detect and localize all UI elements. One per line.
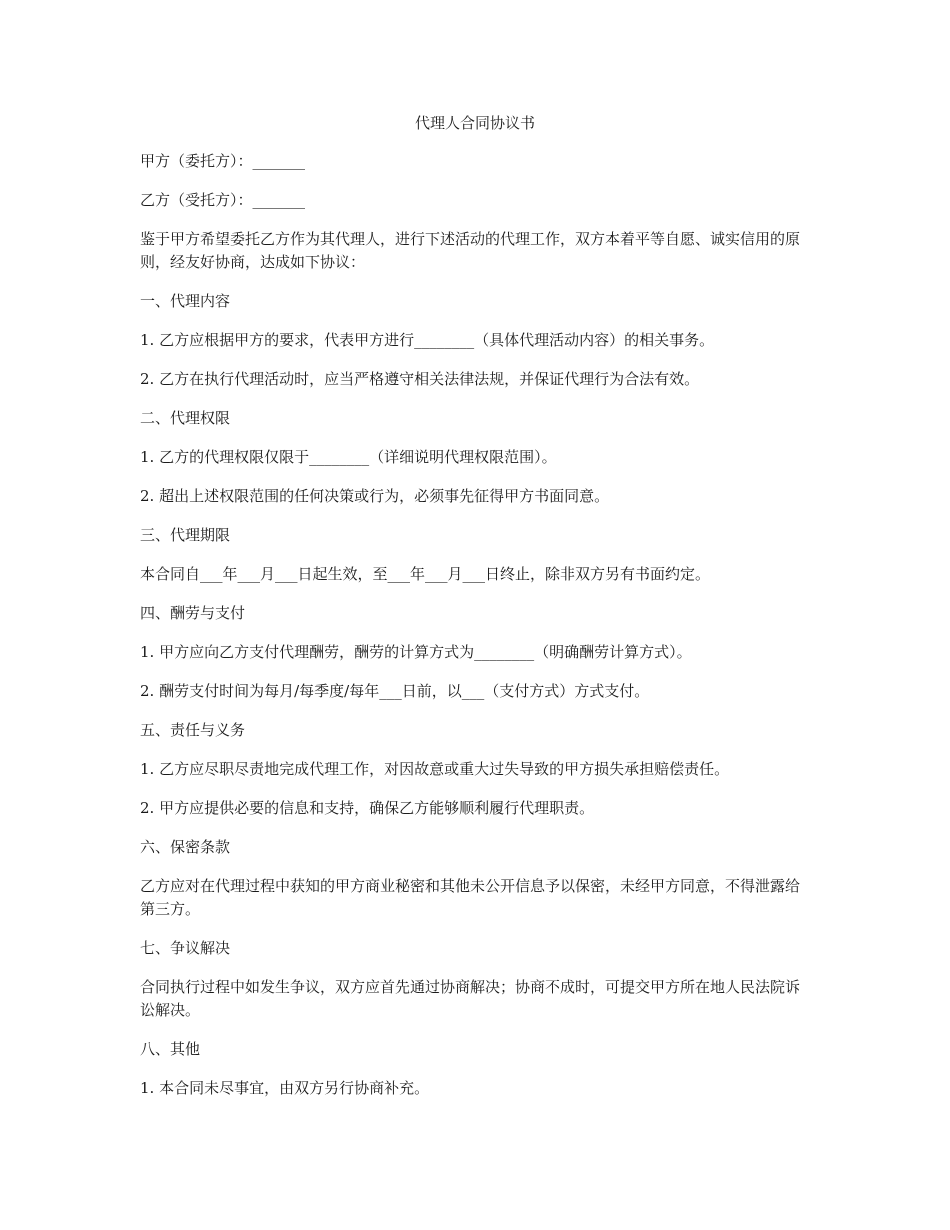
clause-5-1: 1. 乙方应尽职尽责地完成代理工作，对因故意或重大过失导致的甲方损失承担赔偿责任。 bbox=[140, 760, 730, 778]
party-a-line: 甲方（委托方）：_______ bbox=[140, 152, 306, 170]
clause-3: 本合同自___年___月___日起生效，至___年___月___日终止，除非双方另有书面约定。 bbox=[140, 565, 711, 583]
clause-4-2: 2. 酬劳支付时间为每月/每季度/每年___日前，以___（支付方式）方式支付。 bbox=[140, 682, 650, 700]
clause-4-1: 1. 甲方应向乙方支付代理酬劳，酬劳的计算方式为________（明确酬劳计算方式）。 bbox=[140, 643, 692, 661]
clause-2-2: 2. 超出上述权限范围的任何决策或行为，必须事先征得甲方书面同意。 bbox=[140, 487, 610, 505]
section-heading-remuneration: 四、酬劳与支付 bbox=[140, 604, 246, 622]
preamble-paragraph: 鉴于甲方希望委托乙方作为其代理人，进行下述活动的代理工作，双方本着平等自愿、诚实信用的原则，经友好协商，达成如下协议： bbox=[140, 230, 801, 271]
section-heading-agency-term: 三、代理期限 bbox=[140, 526, 231, 544]
party-b-line: 乙方（受托方）：_______ bbox=[140, 191, 306, 209]
clause-2-1: 1. 乙方的代理权限仅限于________（详细说明代理权限范围）。 bbox=[140, 448, 557, 466]
clause-8-1: 1. 本合同未尽事宜，由双方另行协商补充。 bbox=[140, 1079, 430, 1097]
clause-5-2: 2. 甲方应提供必要的信息和支持，确保乙方能够顺利履行代理职责。 bbox=[140, 799, 595, 817]
section-heading-agency-content: 一、代理内容 bbox=[140, 292, 231, 310]
section-heading-agency-authority: 二、代理权限 bbox=[140, 409, 231, 427]
clause-1-2: 2. 乙方在执行代理活动时，应当严格遵守相关法律法规，并保证代理行为合法有效。 bbox=[140, 370, 700, 388]
section-heading-confidentiality: 六、保密条款 bbox=[140, 838, 231, 856]
section-heading-responsibilities: 五、责任与义务 bbox=[140, 721, 246, 739]
section-heading-other: 八、其他 bbox=[140, 1040, 201, 1058]
clause-7: 合同执行过程中如发生争议，双方应首先通过协商解决；协商不成时，可提交甲方所在地人民法院诉讼解决。 bbox=[140, 978, 801, 1019]
section-heading-dispute-resolution: 七、争议解决 bbox=[140, 939, 231, 957]
document-title: 代理人合同协议书 bbox=[414, 114, 535, 132]
clause-1-1: 1. 乙方应根据甲方的要求，代表甲方进行________（具体代理活动内容）的相关事务。 bbox=[140, 331, 715, 349]
document-body bbox=[140, 150, 810, 1116]
clause-6: 乙方应对在代理过程中获知的甲方商业秘密和其他未公开信息予以保密，未经甲方同意，不得泄露给第三方。 bbox=[140, 877, 801, 918]
